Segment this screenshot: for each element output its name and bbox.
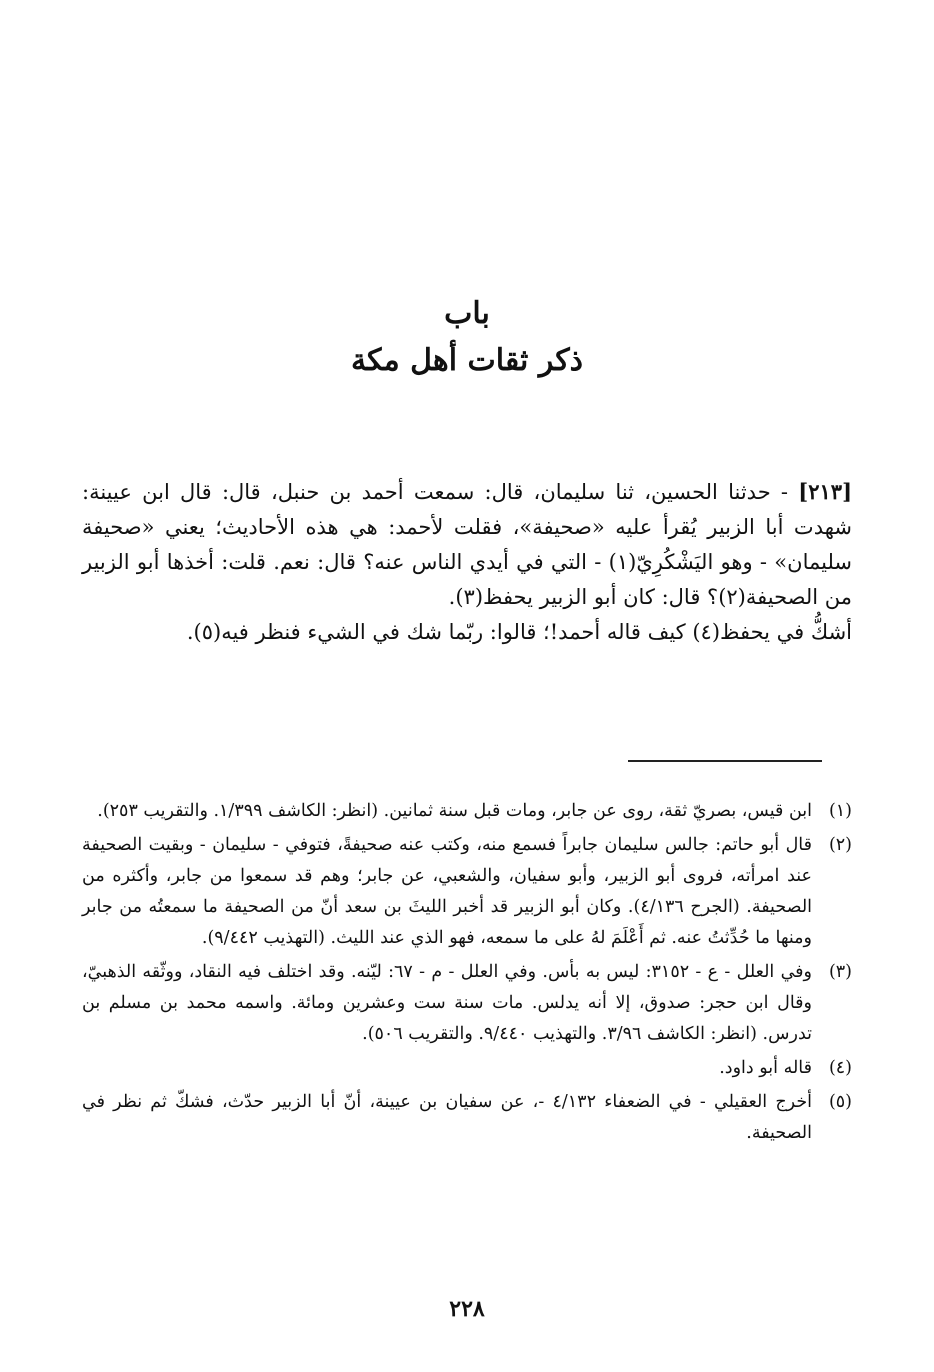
- chapter-label: باب: [444, 296, 490, 331]
- footnote-text: ابن قيس، بصريّ ثقة، روى عن جابر، ومات قبل سنة ثمانين. (انظر: الكاشف ١/٣٩٩. والتقريب ٢٥٣).: [97, 801, 812, 821]
- footnote-text: وفي العلل - ع - ٣١٥٢: ليس به بأس. وفي العلل - م - ٦٧: ليّنه. وقد اختلف فيه النقاد، ووثّقه الذهبيّ، وقال ابن حجر: صدوق، إلا أنه يدلس. مات سنة ست وعشرين ومائة. واسمه محمد بن مسلم بن تدرس. (انظر: الكاشف ٣/٩٦. والتهذيب ٩/٤٤٠. والتقريب ٥٠٦).: [82, 962, 813, 1044]
- footnote-number: (٢): [828, 835, 852, 855]
- footnote-number: (١): [828, 801, 852, 821]
- footnotes: [82, 796, 852, 1149]
- hadith-paragraph: [82, 474, 852, 615]
- footnote-number: (٣): [828, 962, 852, 982]
- hadith-number: [٢١٣]: [798, 479, 852, 504]
- page-number: ٢٢٨: [449, 1296, 485, 1322]
- footnote: [82, 1053, 852, 1084]
- hadith-text: - حدثنا الحسين، ثنا سليمان، قال: سمعت أحمد بن حنبل، قال: قال ابن عيينة: شهدت أبا الزبير يُقرأ عليه «صحيفة»، فقلت لأحمد: هي هذه الأحاديث؛ يعني «صحيفة سليمان» - وهو اليَشْكُرِيّ(١) - التي في أيدي الناس عنه؟ قال: نعم. قلت: أخذها أبو الزبير من الصحيفة(٢)؟ قال: كان أبو الزبير يحفظ(٣).: [82, 480, 852, 609]
- footnote-number: (٥): [828, 1092, 852, 1112]
- footnote-text: أخرج العقيلي - في الضعفاء ٤/١٣٢ -، عن سفيان بن عيينة، أنّ أبا الزبير حدّث، فشكّ ثم نظر في الصحيفة.: [82, 1092, 813, 1143]
- footnote: [82, 830, 852, 954]
- main-text: [82, 474, 852, 650]
- footnote: [82, 957, 852, 1050]
- commentary-paragraph: أشكُّ في يحفظ(٤) كيف قاله أحمد!؛ قالوا: ربّما شك في الشيء فنظر فيه(٥).: [186, 620, 852, 644]
- footnote: [82, 796, 852, 827]
- footnote-separator: [628, 760, 822, 762]
- footnote-text: قاله أبو داود.: [719, 1058, 812, 1078]
- footnote-text: قال أبو حاتم: جالس سليمان جابراً فسمع منه، وكتب عنه صحيفةً، فتوفي - سليمان - وبقيت الصحيفة عند امرأته، فروى أبو الزبير، وأبو سفيان، والشعبي، عن جابر؛ وهم قد سمعوا من جابر، وأكثره من الصحيفة. (الجرح ٤/١٣٦). وكان أبو الزبير قد أخبر الليثَ بن سعد أنّ من الصحيفة ما سمعتُه من جابر ومنها ما حُدِّثتُ عنه. ثم أَعْلَمَ لهُ على ما سمعه، فهو الذي عند الليث. (التهذيب ٩/٤٤٢).: [82, 835, 813, 948]
- footnote-number: (٤): [828, 1058, 852, 1078]
- chapter-title: ذكر ثقات أهل مكة: [350, 343, 584, 378]
- footnote: [82, 1087, 852, 1149]
